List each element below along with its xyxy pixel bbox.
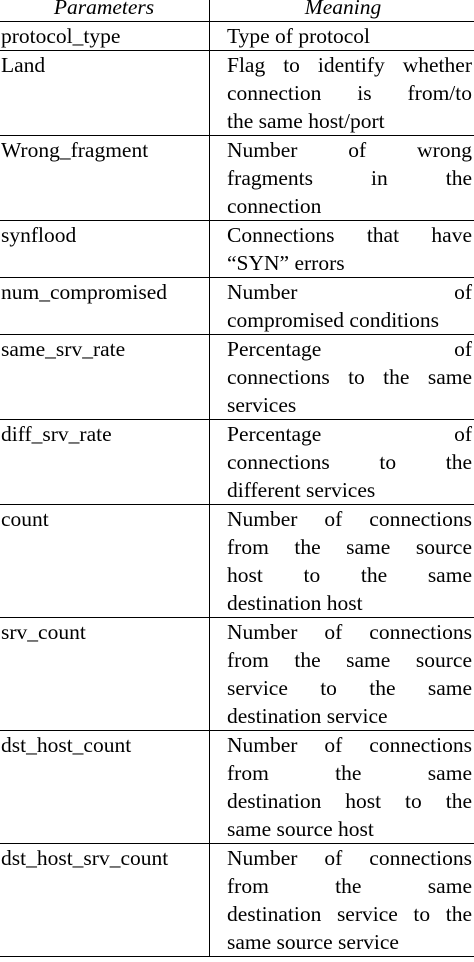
table-row (0, 51, 474, 136)
meaning-cell (210, 335, 474, 420)
table-row (0, 136, 474, 221)
header-meaning: Meaning (210, 0, 474, 22)
table-row (0, 618, 474, 731)
meaning-line: service to the same (227, 676, 472, 700)
parameter-cell: same_srv_rate (0, 335, 210, 420)
header-parameters: Parameters (0, 0, 210, 22)
meaning-line: connection (227, 194, 322, 218)
meaning-cell (210, 505, 474, 618)
parameter-cell: Wrong_fragment (0, 136, 210, 221)
meaning-line: fragments in the (227, 166, 472, 190)
meaning-line: same source host (227, 817, 374, 841)
table-row (0, 278, 474, 335)
meaning-line: Type of protocol (227, 24, 370, 48)
meaning-line: host to the same (227, 563, 472, 587)
meaning-line: from the same (227, 874, 472, 898)
parameter-cell: num_compromised (0, 278, 210, 335)
table-body (0, 22, 474, 957)
meaning-line: compromised conditions (227, 308, 439, 332)
meaning-line: Connections that have (227, 223, 472, 247)
table-row (0, 731, 474, 844)
meaning-line: Number of connections (227, 846, 472, 870)
meaning-line: Number of wrong (227, 138, 472, 162)
meaning-line: from the same source (227, 535, 472, 559)
meaning-cell (210, 420, 474, 505)
meaning-cell (210, 51, 474, 136)
meaning-line: connections to the same (227, 365, 472, 389)
meaning-line: from the same source (227, 648, 472, 672)
meaning-line: Number of connections (227, 620, 472, 644)
meaning-line: from the same (227, 761, 472, 785)
parameter-cell: srv_count (0, 618, 210, 731)
meaning-cell (210, 731, 474, 844)
table-row (0, 844, 474, 957)
table-row (0, 221, 474, 278)
meaning-line: Flag to identify whether (227, 53, 472, 77)
parameter-cell: protocol_type (0, 22, 210, 51)
meaning-cell (210, 278, 474, 335)
parameter-cell: dst_host_srv_count (0, 844, 210, 957)
meaning-cell (210, 221, 474, 278)
meaning-cell (210, 136, 474, 221)
meaning-line: “SYN” errors (227, 251, 345, 275)
meaning-line: connection is from/to (227, 81, 472, 105)
meaning-line: same source service (227, 930, 399, 954)
meaning-line: Number of connections (227, 507, 472, 531)
parameter-cell: Land (0, 51, 210, 136)
table-row (0, 22, 474, 51)
meaning-line: Number of connections (227, 733, 472, 757)
meaning-cell (210, 22, 474, 51)
meaning-line: different services (227, 478, 376, 502)
header-row (0, 0, 474, 22)
meaning-line: destination host to the (227, 789, 472, 813)
meaning-line: destination service (227, 704, 388, 728)
parameter-cell: synflood (0, 221, 210, 278)
meaning-line: Percentage of (227, 337, 472, 361)
meaning-line: destination host (227, 591, 363, 615)
table-row (0, 335, 474, 420)
meaning-cell (210, 844, 474, 957)
table-row (0, 420, 474, 505)
meaning-line: connections to the (227, 450, 472, 474)
meaning-line: destination service to the (227, 902, 472, 926)
meaning-cell (210, 618, 474, 731)
meaning-line: the same host/port (227, 109, 385, 133)
parameter-cell: count (0, 505, 210, 618)
meaning-line: services (227, 393, 297, 417)
table-row (0, 505, 474, 618)
parameter-cell: dst_host_count (0, 731, 210, 844)
meaning-line: Percentage of (227, 422, 472, 446)
meaning-line: Number of (227, 280, 472, 304)
parameter-cell: diff_srv_rate (0, 420, 210, 505)
